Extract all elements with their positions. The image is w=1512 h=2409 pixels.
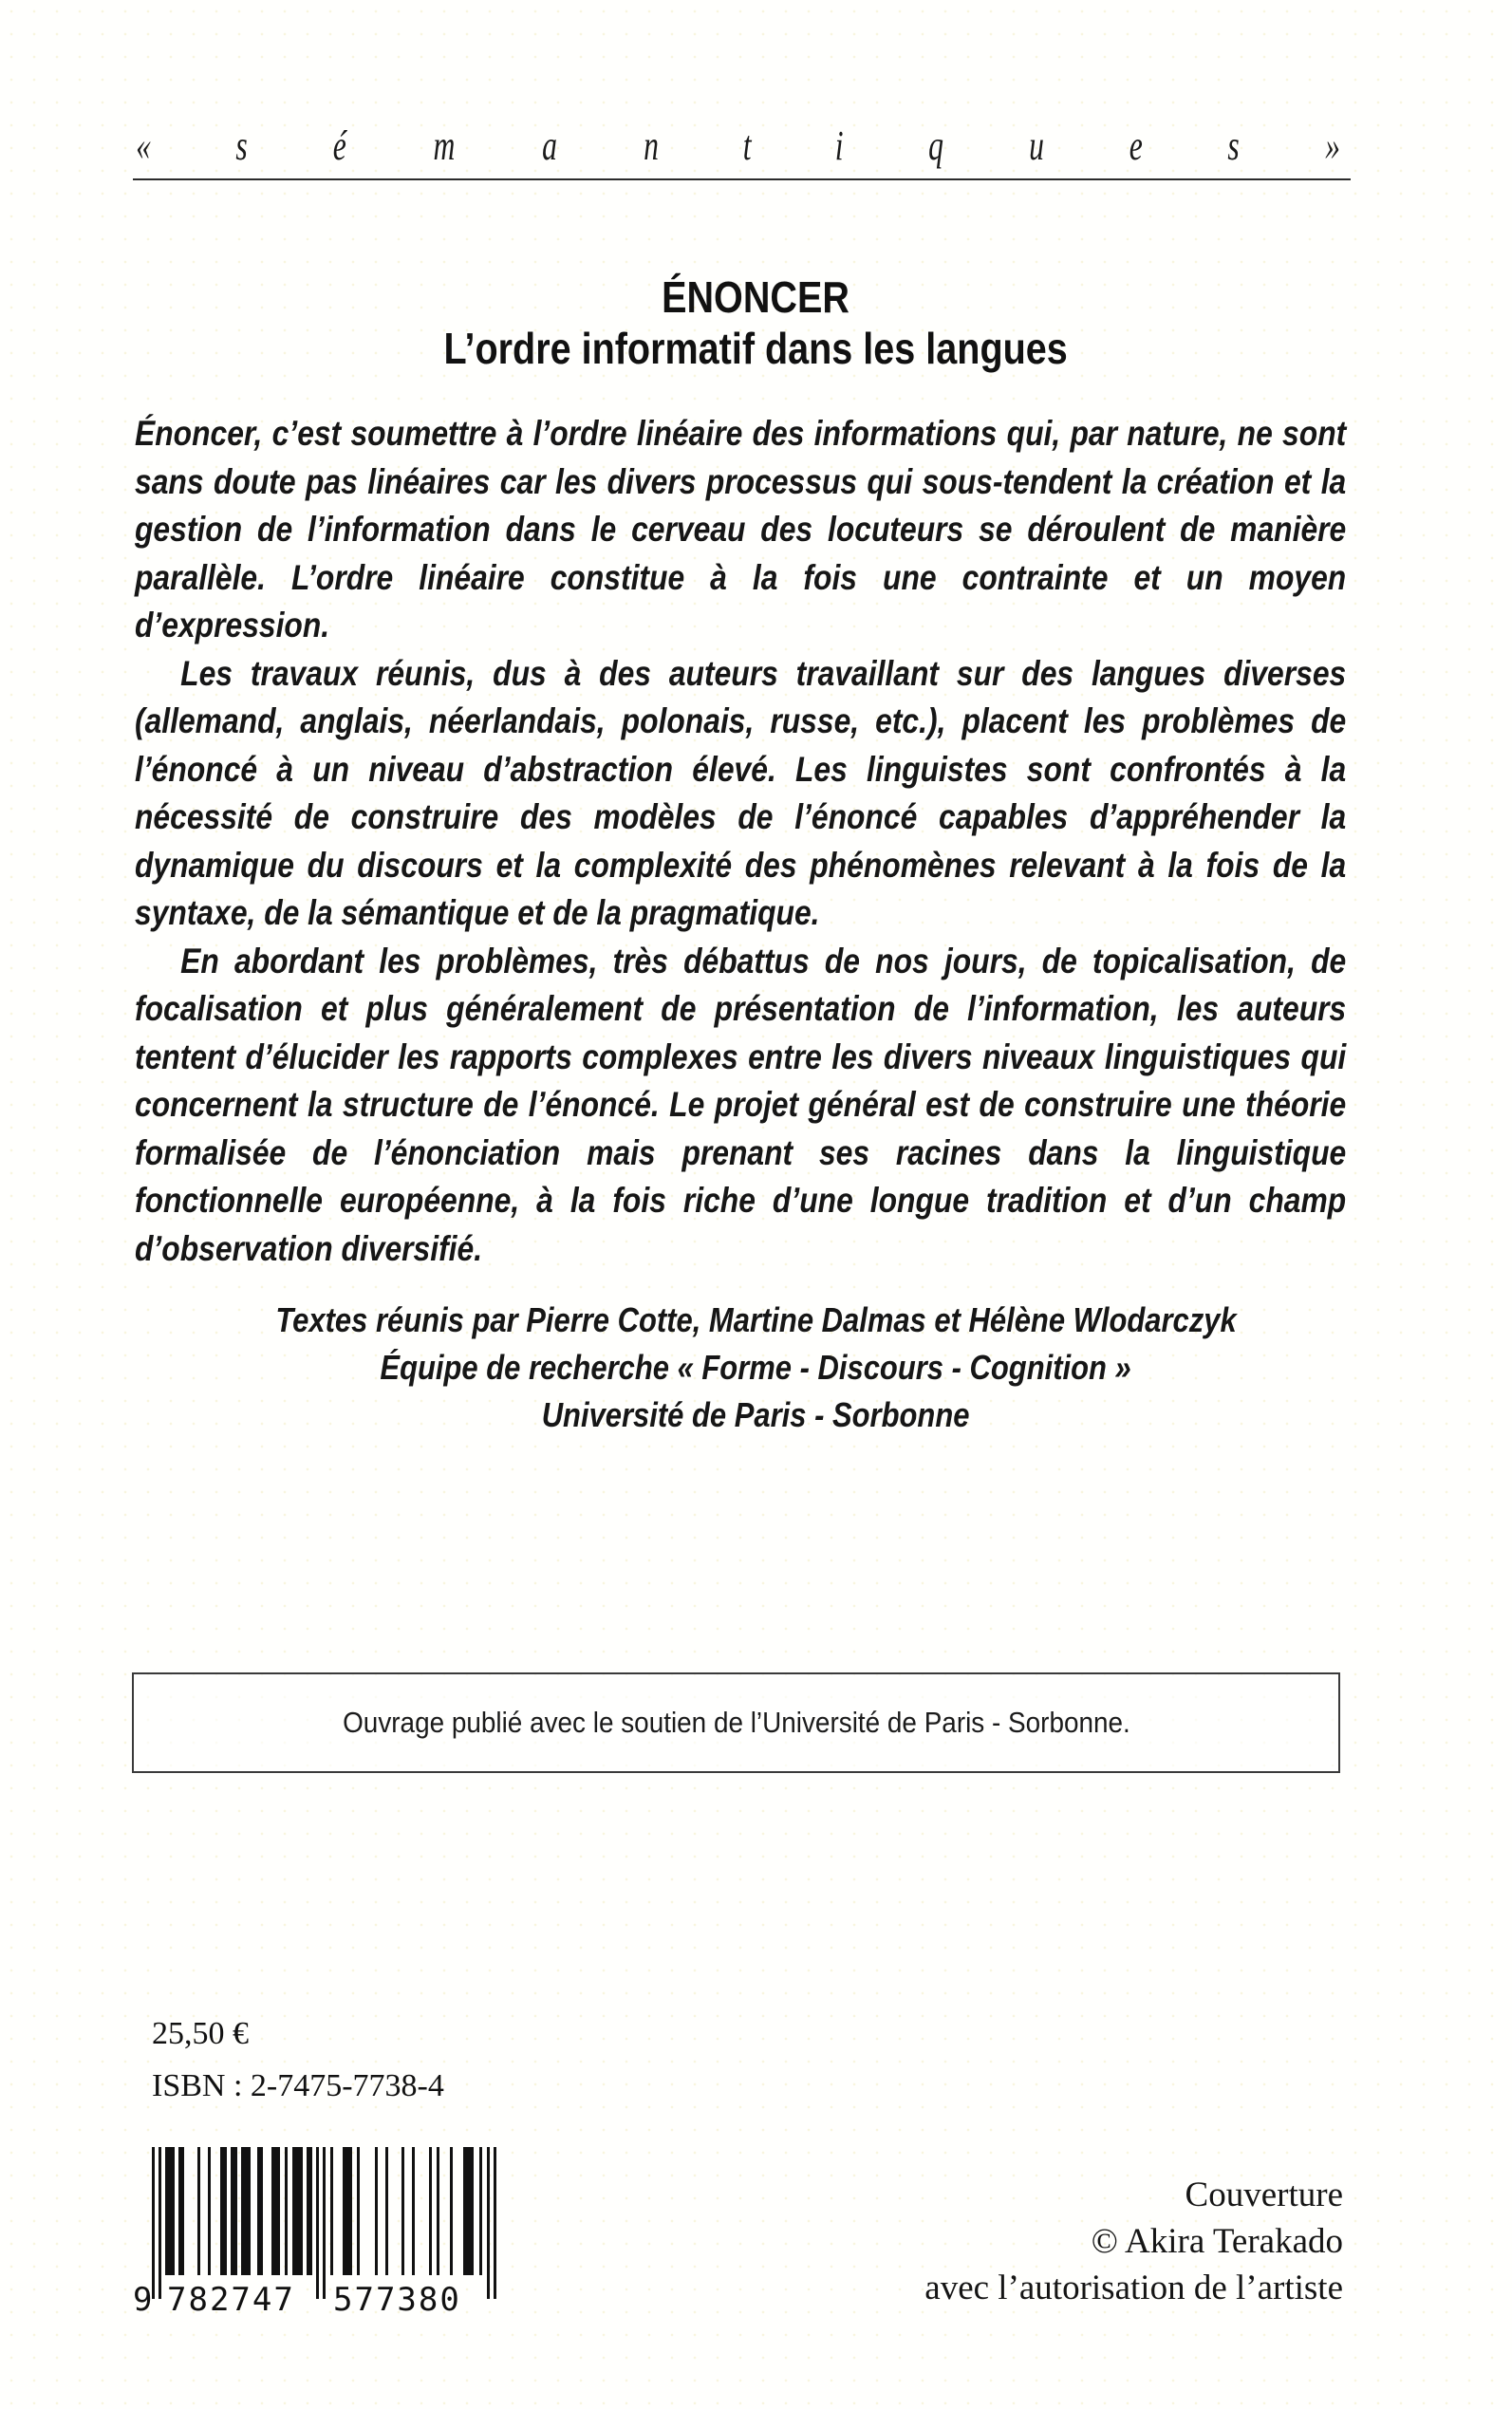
series-letter: u [1029, 122, 1044, 169]
book-title: ÉNONCER [662, 272, 850, 322]
barcode-first-digit: 9 [133, 2281, 153, 2318]
barcode-icon [133, 2147, 513, 2318]
barcode [133, 2147, 513, 2318]
series-letter: e [1129, 122, 1144, 169]
support-notice-text: Ouvrage publié avec le soutien de l’Université de Paris - Sorbonne. [342, 1706, 1130, 1739]
series-letter: i [834, 122, 844, 169]
series-name [133, 121, 1343, 178]
series-close-quote: » [1325, 122, 1340, 169]
series-letter: a [542, 122, 558, 169]
blurb [135, 410, 1346, 1273]
cover-credit-line: © Akira Terakado [1091, 2222, 1343, 2261]
series-letter: é [332, 122, 346, 169]
header-divider [133, 178, 1351, 180]
blurb-paragraph: Énoncer, c’est soumettre à l’ordre linéaire des informations qui, par nature, ne sont sans doute pas linéaires car les divers processus qui sous-tendent la création et la gestion de l’information dans le cerveau des locuteurs se déroulent de manière parallèle. L’ordre linéaire constitue à la fois une contrainte et un moyen d’expression. [135, 414, 1347, 644]
blurb-paragraph: En abordant les problèmes, très débattus de nos jours, de topicalisation, de focalisation et plus généralement de présentation de l’information, les auteurs tentent d’élucider les rapports complexes entre les divers niveaux linguistiques qui concernent la structure de l’énoncé. Le projet général est de construire une théorie formalisée de l’énonciation mais prenant ses racines dans la linguistique fonctionnelle européenne, à la fois riche d’une longue tradition et d’un champ d’observation diversifié. [135, 941, 1347, 1268]
support-notice-box [132, 1672, 1340, 1773]
editor-credits [0, 1297, 1512, 1439]
series-letter: t [742, 122, 752, 169]
cover-credit-line: Couverture [1185, 2176, 1343, 2214]
isbn: ISBN : 2-7475-7738-4 [152, 2068, 444, 2103]
barcode-right-digits: 577380 [333, 2281, 461, 2318]
series-letter: n [643, 122, 659, 169]
cover-credit-line: avec l’autorisation de l’artiste [924, 2269, 1343, 2307]
series-letter: s [235, 122, 249, 169]
cover-credit [924, 2172, 1343, 2311]
research-team-line: Équipe de recherche « Forme - Discours - Cognition » [380, 1348, 1132, 1387]
price: 25,50 € [152, 2016, 249, 2051]
university-line: Université de Paris - Sorbonne [542, 1395, 970, 1434]
barcode-left-digits: 782747 [167, 2281, 295, 2318]
series-letter: s [1227, 122, 1241, 169]
blurb-paragraph: Les travaux réunis, dus à des auteurs travaillant sur des langues diverses (allemand, anglais, néerlandais, polonais, russe, etc.), placent les problèmes de l’énoncé à un niveau d’abstraction élevé. Les linguistes sont confrontés à la nécessité de construire des modèles de l’énoncé capables d’appréhender la dynamique du discours et la complexité des phénomènes relevant à la fois de la syntaxe, de la sémantique et de la pragmatique. [135, 653, 1347, 932]
book-subtitle: L’ordre informatif dans les langues [443, 324, 1069, 373]
series-letter: m [433, 122, 456, 169]
series-open-quote: « [136, 122, 151, 169]
editors-line: Textes réunis par Pierre Cotte, Martine Dalmas et Hélène Wlodarczyk [275, 1300, 1237, 1339]
series-letter: q [927, 122, 943, 169]
